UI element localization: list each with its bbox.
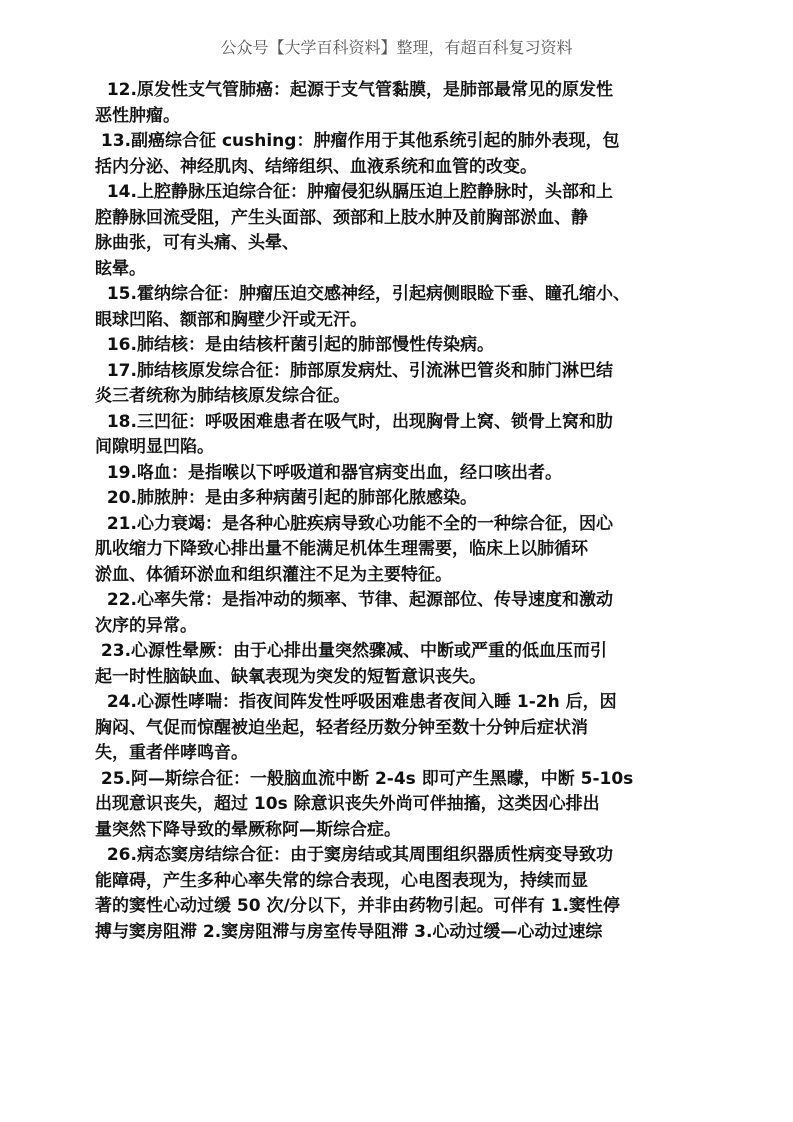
definition-entry	[95, 588, 707, 639]
entry-line: 出现意识丧失，超过 10s 除意识丧失外尚可伴抽搐，这类因心排出	[95, 794, 600, 814]
entry-line: 腔静脉回流受阻，产生头面部、颈部和上肢水肿及前胸部淤血、静	[95, 207, 588, 228]
entry-line: 量突然下降导致的晕厥称阿—斯综合症。	[95, 819, 401, 840]
entry-line: 眩晕。	[95, 258, 146, 279]
entry-line: 25.阿—斯综合征：一般脑血流中断 2-4s 即可产生黑曚，中断 5-10s	[95, 768, 634, 789]
page-header: 公众号【大学百科资料】整理，有超百科复习资料	[220, 38, 573, 57]
entry-line: 次序的异常。	[95, 615, 197, 636]
definition-entry	[95, 410, 707, 461]
entry-line: 搏与窦房阻滞 2.窦房阻滞与房室传导阻滞 3.心动过缓—心动过速综	[95, 921, 603, 942]
definition-entry	[95, 486, 707, 512]
document-body	[95, 78, 707, 945]
entry-line: 胸闷、气促而惊醒被迫坐起，轻者经历数分钟至数十分钟后症状消	[95, 717, 588, 738]
definition-entry	[95, 180, 707, 282]
definition-entry	[95, 512, 707, 589]
entry-line: 脉曲张，可有头痛、头晕、	[95, 233, 299, 253]
entry-line: 14.上腔静脉压迫综合征：肿瘤侵犯纵膈压迫上腔静脉时，头部和上	[95, 182, 613, 202]
entry-line: 22.心率失常：是指冲动的频率、节律、起源部位、传导速度和激动	[95, 590, 613, 610]
definition-entry	[95, 282, 707, 333]
definition-entry	[95, 639, 707, 690]
entry-line: 淤血、体循环淤血和组织灌注不足为主要特征。	[95, 564, 452, 585]
entry-line: 24.心源性哮喘：指夜间阵发性呼吸困难患者夜间入睡 1-2h 后，因	[95, 692, 617, 712]
definition-entry	[95, 843, 707, 945]
entry-line: 恶性肿瘤。	[95, 105, 180, 126]
entry-line: 眼球凹陷、额部和胸壁少汗或无汗。	[95, 309, 367, 330]
entry-line: 括内分泌、神经肌肉、结缔组织、血液系统和血管的改变。	[95, 156, 537, 177]
definition-entry	[95, 461, 707, 487]
entry-line: 17.肺结核原发综合征：肺部原发病灶、引流淋巴管炎和肺门淋巴结	[95, 360, 613, 381]
entry-line: 能障碍，产生多种心率失常的综合表现，心电图表现为，持续而显	[95, 870, 588, 891]
definition-entry	[95, 690, 707, 767]
definition-entry	[95, 359, 707, 410]
definition-entry	[95, 78, 707, 129]
entry-line: 炎三者统称为肺结核原发综合征。	[95, 386, 350, 406]
entry-line: 21.心力衰竭：是各种心脏疾病导致心功能不全的一种综合征，因心	[95, 513, 613, 534]
entry-line: 起一时性脑缺血、缺氧表现为突发的短暂意识丧失。	[95, 666, 486, 687]
entry-line: 19.咯血：是指喉以下呼吸道和器官病变出血，经口咳出者。	[95, 462, 562, 483]
entry-line: 间隙明显凹陷。	[95, 437, 214, 457]
entry-line: 13.副癌综合征 cushing：肿瘤作用于其他系统引起的肺外表现，包	[95, 131, 620, 151]
entry-line: 16.肺结核：是由结核杆菌引起的肺部慢性传染病。	[95, 335, 494, 355]
entry-line: 15.霍纳综合征：肿瘤压迫交感神经，引起病侧眼睑下垂、瞳孔缩小、	[95, 284, 630, 304]
entry-line: 20.肺脓肿：是由多种病菌引起的肺部化脓感染。	[95, 488, 477, 508]
entry-line: 23.心源性晕厥：由于心排出量突然骤减、中断或严重的低血压而引	[95, 641, 608, 661]
entry-line: 12.原发性支气管肺癌：起源于支气管黏膜，是肺部最常见的原发性	[95, 80, 613, 100]
entry-line: 著的窦性心动过缓 50 次/分以下，并非由药物引起。可伴有 1.窦性停	[95, 896, 620, 916]
definition-entry	[95, 767, 707, 844]
entry-line: 肌收缩力下降致心排出量不能满足机体生理需要，临床上以肺循环	[95, 539, 588, 559]
definition-entry	[95, 129, 707, 180]
entry-line: 失，重者伴哮鸣音。	[95, 743, 248, 763]
definition-entry	[95, 333, 707, 359]
entry-line: 26.病态窦房结综合征：由于窦房结或其周围组织器质性病变导致功	[95, 845, 613, 865]
entry-line: 18.三凹征：呼吸困难患者在吸气时，出现胸骨上窝、锁骨上窝和肋	[95, 411, 613, 432]
